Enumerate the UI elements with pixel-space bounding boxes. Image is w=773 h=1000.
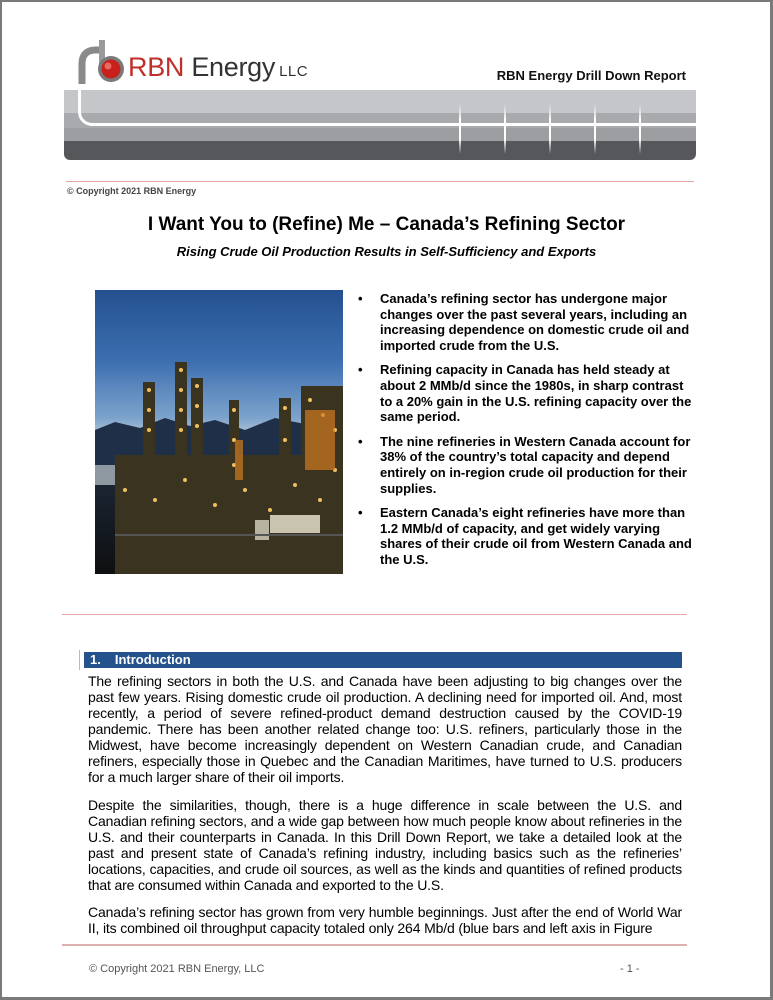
header-divider: [66, 181, 694, 182]
refinery-illustration: [95, 290, 343, 574]
key-point-text: Refining capacity in Canada has held steady at about 2 MMb/d since the 1980s, in sharp contrast to a 20% gain in the U.S. refining capacity over the same period.: [380, 362, 692, 425]
rbn-pipe-logo-icon: [76, 38, 126, 86]
key-point-text: The nine refineries in Western Canada account for 38% of the country’s total capacity and depend entirely on in-region crude oil production for their supplies.: [380, 433, 691, 496]
banner-pipe-line: [78, 90, 696, 126]
report-title: I Want You to (Refine) Me – Canada’s Refining Sector: [147, 214, 626, 235]
summary-divider: [62, 614, 687, 615]
key-point-item: [352, 434, 692, 496]
banner-tick: [459, 104, 461, 154]
report-subtitle: Rising Crude Oil Production Results in Self-Sufficiency and Exports: [176, 244, 597, 259]
banner-tick: [549, 104, 551, 154]
refinery-photo: [95, 290, 343, 574]
body-paragraph: The refining sectors in both the U.S. and Canada have been adjusting to big changes over the past few years. Rising domestic crude oil production. A declining need for imported oil. And, most recently, a period of severe refined-product demand destruction caused by the COVID-19 pandemic. There has been another related change too: U.S. refiners, particularly those in the Midwest, have become increasingly dependent on Western Canadian crude, and Canadian refiners, especially those in Quebec and the Canadian Maritimes, have turned to U.S. producers for a much larger share of their oil imports.: [88, 673, 682, 785]
bullet-marker: •: [358, 505, 363, 521]
key-point-text: Canada’s refining sector has undergone major changes over the past several years, including an increasing dependence on domestic crude oil and imported crude from the U.S.: [380, 291, 690, 353]
header-copyright: © Copyright 2021 RBN Energy: [67, 186, 197, 196]
key-points-list: [352, 291, 692, 577]
banner-band: [64, 141, 696, 160]
bullet-marker: •: [358, 433, 363, 449]
key-point-item: [352, 291, 692, 353]
section-number: 1.: [90, 652, 101, 667]
section-heading-introduction: [84, 652, 682, 668]
body-paragraph: Despite the similarities, though, there is a huge difference in scale between the U.S. and Canadian refining sectors, and a wide gap between how much people know about refineries in the U.S. and their counterparts in Canada. In this Drill Down Report, we take a detailed look at the past and present state of Canada’s refining industry, including basics such as the refineries’ locations, capacities, and crude oil sources, as well as the kinds and quantities of refined products that are consumed within Canada and exported to the U.S.: [88, 797, 682, 893]
logo-rbn: RBN: [128, 52, 185, 82]
logo-llc: LLC: [279, 63, 309, 80]
banner-tick: [639, 104, 641, 154]
key-point-text: Eastern Canada’s eight refineries have more than 1.2 MMb/d of capacity, and get widely varying shares of their crude oil from Western Canada and the U.S.: [380, 505, 692, 567]
banner-band: [64, 128, 696, 141]
bullet-marker: •: [358, 291, 363, 306]
logo-energy: Energy: [191, 52, 276, 82]
header-banner: [64, 90, 696, 160]
section-title: Introduction: [114, 652, 191, 667]
footer-divider: [62, 944, 687, 946]
section-accent-bar: [79, 650, 80, 670]
key-point-item: [352, 362, 692, 424]
key-point-item: [352, 505, 692, 567]
report-type-label: RBN Energy Drill Down Report: [496, 68, 686, 83]
page-number: - 1 -: [620, 963, 640, 975]
body-paragraph: Canada’s refining sector has grown from very humble beginnings. Just after the end of World War II, its combined oil throughput capacity totaled only 264 Mb/d (blue bars and left axis in Figure: [88, 904, 682, 936]
banner-tick: [594, 104, 596, 154]
banner-tick: [504, 104, 506, 154]
rbn-logo: [76, 38, 316, 86]
logo-wordmark: [128, 52, 308, 87]
bullet-marker: •: [358, 362, 363, 378]
footer-copyright: © Copyright 2021 RBN Energy, LLC: [89, 963, 265, 975]
